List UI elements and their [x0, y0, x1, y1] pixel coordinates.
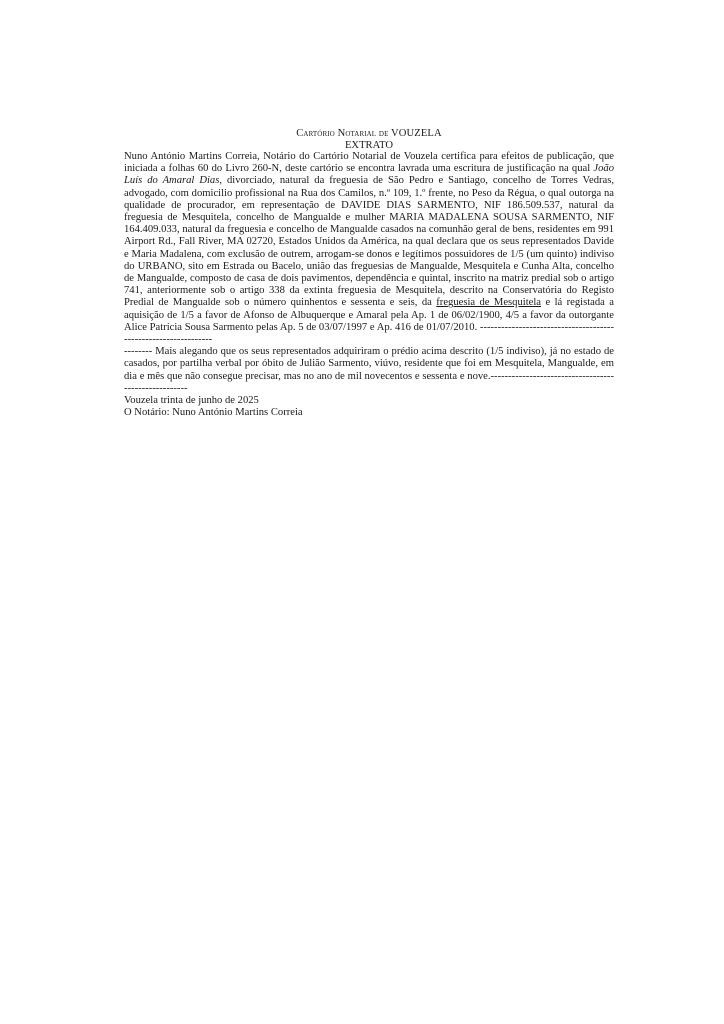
notary-signature: O Notário: Nuno António Martins Correia — [124, 407, 303, 419]
place-date: Vouzela trinta de junho de 2025 — [124, 395, 259, 407]
document-subtitle: EXTRATO — [344, 139, 394, 151]
paragraph-text-3: e lá registada a aquisição de 1/5 a favor de Afonso de Albuquerque e Amaral pela Ap. 1 de 06/02/1900, 4/5 a favor da outorgante Alice Patrícia Sousa Sarmento pelas Ap. 5 de 03/07/1997 e Ap. 416 de 01/07/2010. --------------------------------------------------------------- — [124, 297, 614, 346]
paragraph-text-1: Nuno António Martins Correia, Notário do Cartório Notarial de Vouzela certifica para efeitos de publicação, que iniciada a folhas 60 do Livro 260-N, deste cartório se encontra lavrada uma escritura de justificação na qual — [124, 151, 614, 175]
notarial-extract — [124, 128, 614, 419]
paragraph-text-2: , divorciado, natural da freguesia de São Pedro e Santiago, concelho de Torres Vedras, advogado, com domicilio profissional na Rua dos Camilos, n.º 109, 1.º frente, no Peso da Régua, o qual outorga na qualidade de procurador, em representação de DAVIDE DIAS SARMENTO, NIF 186.509.537, natural da freguesia de Mesquitela, concelho de Mangualde e mulher MARIA MADALENA SOUSA SARMENTO, NIF 164.409.033, natural da freguesia e concelho de Mangualde casados na comunhão geral de bens, residentes em 991 Airport Rd., Fall River, MA 02720, Estados Unidos da América, na qual declara que os seus representados Davide e Maria Madalena, com exclusão de outrem, arrogam-se donos e legítimos possuidores de 1/5 (um quinto) indiviso do URBANO, sito em Estrada ou Bacelo, união das freguesias de Mangualde, Mesquitela e Cunha Alta, concelho de Mangualde, composto de casa de dois pavimentos, dependência e quintal, inscrito na matriz predial sob o artigo 741, anteriormente sob o artigo 338 da extinta freguesia de Mesquitela, descrito na Conservatória do Registo Predial de Mangualde sob o número quinhentos e sessenta e seis, da — [124, 175, 614, 309]
office-name: Cartório Notarial de VOUZELA — [296, 128, 442, 139]
underlined-parish: freguesia de Mesquitela — [436, 297, 542, 309]
document-header — [124, 128, 614, 151]
second-paragraph: -------- Mais alegando que os seus representados adquiriram o prédio acima descrito (1/5 indiviso), já no estado de casados, por partilha verbal por óbito de Julião Sarmento, viúvo, residente que foi em Mesquitela, Mangualde, em dia e mês que não consegue precisar, mas no ano de mil novecentos e sessenta e nove.----------------------------------------------------- — [124, 346, 614, 394]
main-paragraph — [124, 151, 614, 346]
representative-name: João Luís do Amaral Dias — [124, 163, 614, 187]
